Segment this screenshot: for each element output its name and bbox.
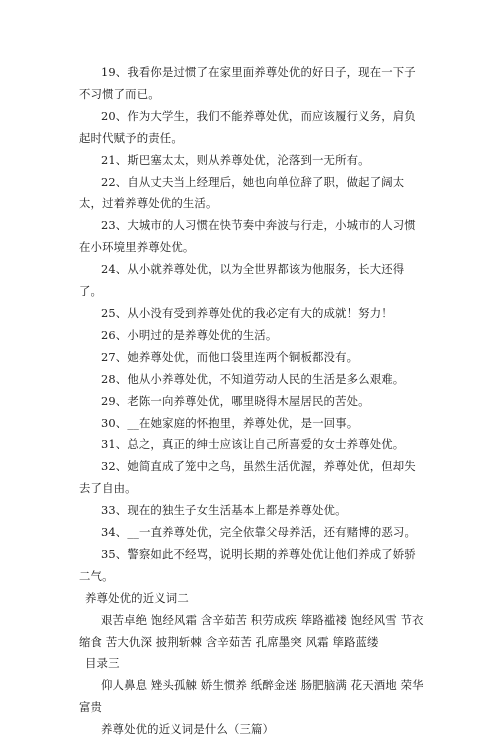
synonym-word-list: 艰苦卓绝 饱经风霜 含辛茹苦 积劳成疾 筚路褴褛 饱经风雪 节衣缩食 苦大仇深 披荆斩棘 含辛茹苦 孔席墨突 风霜 筚路蓝缕 (79, 612, 424, 649)
list-item: 19、我看你是过惯了在家里面养尊处优的好日子，现在一下子不习惯了而已。 (79, 65, 416, 101)
list-item: 23、大城市的人习惯在快节奏中奔波与行走，小城市的人习惯在小环境里养尊处优。 (79, 218, 416, 255)
list-item: 24、从小就养尊处优，以为全世界都该为他服务，长大还得了。 (79, 262, 405, 299)
list-item: 33、现在的独生子女生活基本上都是养尊处优。 (101, 503, 347, 518)
document-body (79, 62, 424, 741)
list-item: 30、__在她家庭的怀抱里，养尊处优，是一回事。 (101, 415, 359, 430)
list-item: 27、她养尊处优，而他口袋里连两个铜板都没有。 (101, 349, 359, 364)
document-title-line: 养尊处优的近义词是什么（三篇） (101, 722, 275, 737)
list-item: 26、小明过的是养尊处优的生活。 (101, 327, 278, 342)
section-heading-contents-3: 目录三 (85, 656, 120, 671)
list-item: 25、从小没有受到养尊处优的我必定有大的成就！努力！ (101, 305, 393, 320)
list-item: 29、老陈一向养尊处优，哪里晓得木屋居民的苦处。 (101, 393, 370, 408)
section-heading-synonyms-2: 养尊处优的近义词二 (85, 590, 189, 605)
list-item: 28、他从小养尊处优，不知道劳动人民的生活是多么艰难。 (101, 371, 405, 386)
synonym-word-list: 仰人鼻息 矬头孤觫 娇生惯养 纸醉金迷 肠肥脑满 花天酒地 荣华富贵 (79, 678, 424, 715)
list-item: 32、她简直成了笼中之鸟，虽然生活优渥，养尊处优，但却失去了自由。 (79, 459, 416, 496)
list-item: 20、作为大学生，我们不能养尊处优，而应该履行义务，肩负起时代赋予的责任。 (79, 108, 416, 145)
list-item: 35、警察如此不经骂，说明长期的养尊处优让他们养成了娇骄二气。 (79, 546, 416, 583)
list-item: 22、自从丈夫当上经理后，她也向单位辞了职，做起了阔太太，过着养尊处优的生活。 (79, 174, 405, 211)
list-item: 31、总之，真正的绅士应该让自己所喜爱的女士养尊处优。 (101, 437, 405, 452)
list-item: 34、__一直养尊处优，完全依靠父母养活，还有赌博的恶习。 (101, 525, 417, 540)
list-item: 21、斯巴塞太太，则从养尊处优，沦落到一无所有。 (101, 152, 370, 167)
